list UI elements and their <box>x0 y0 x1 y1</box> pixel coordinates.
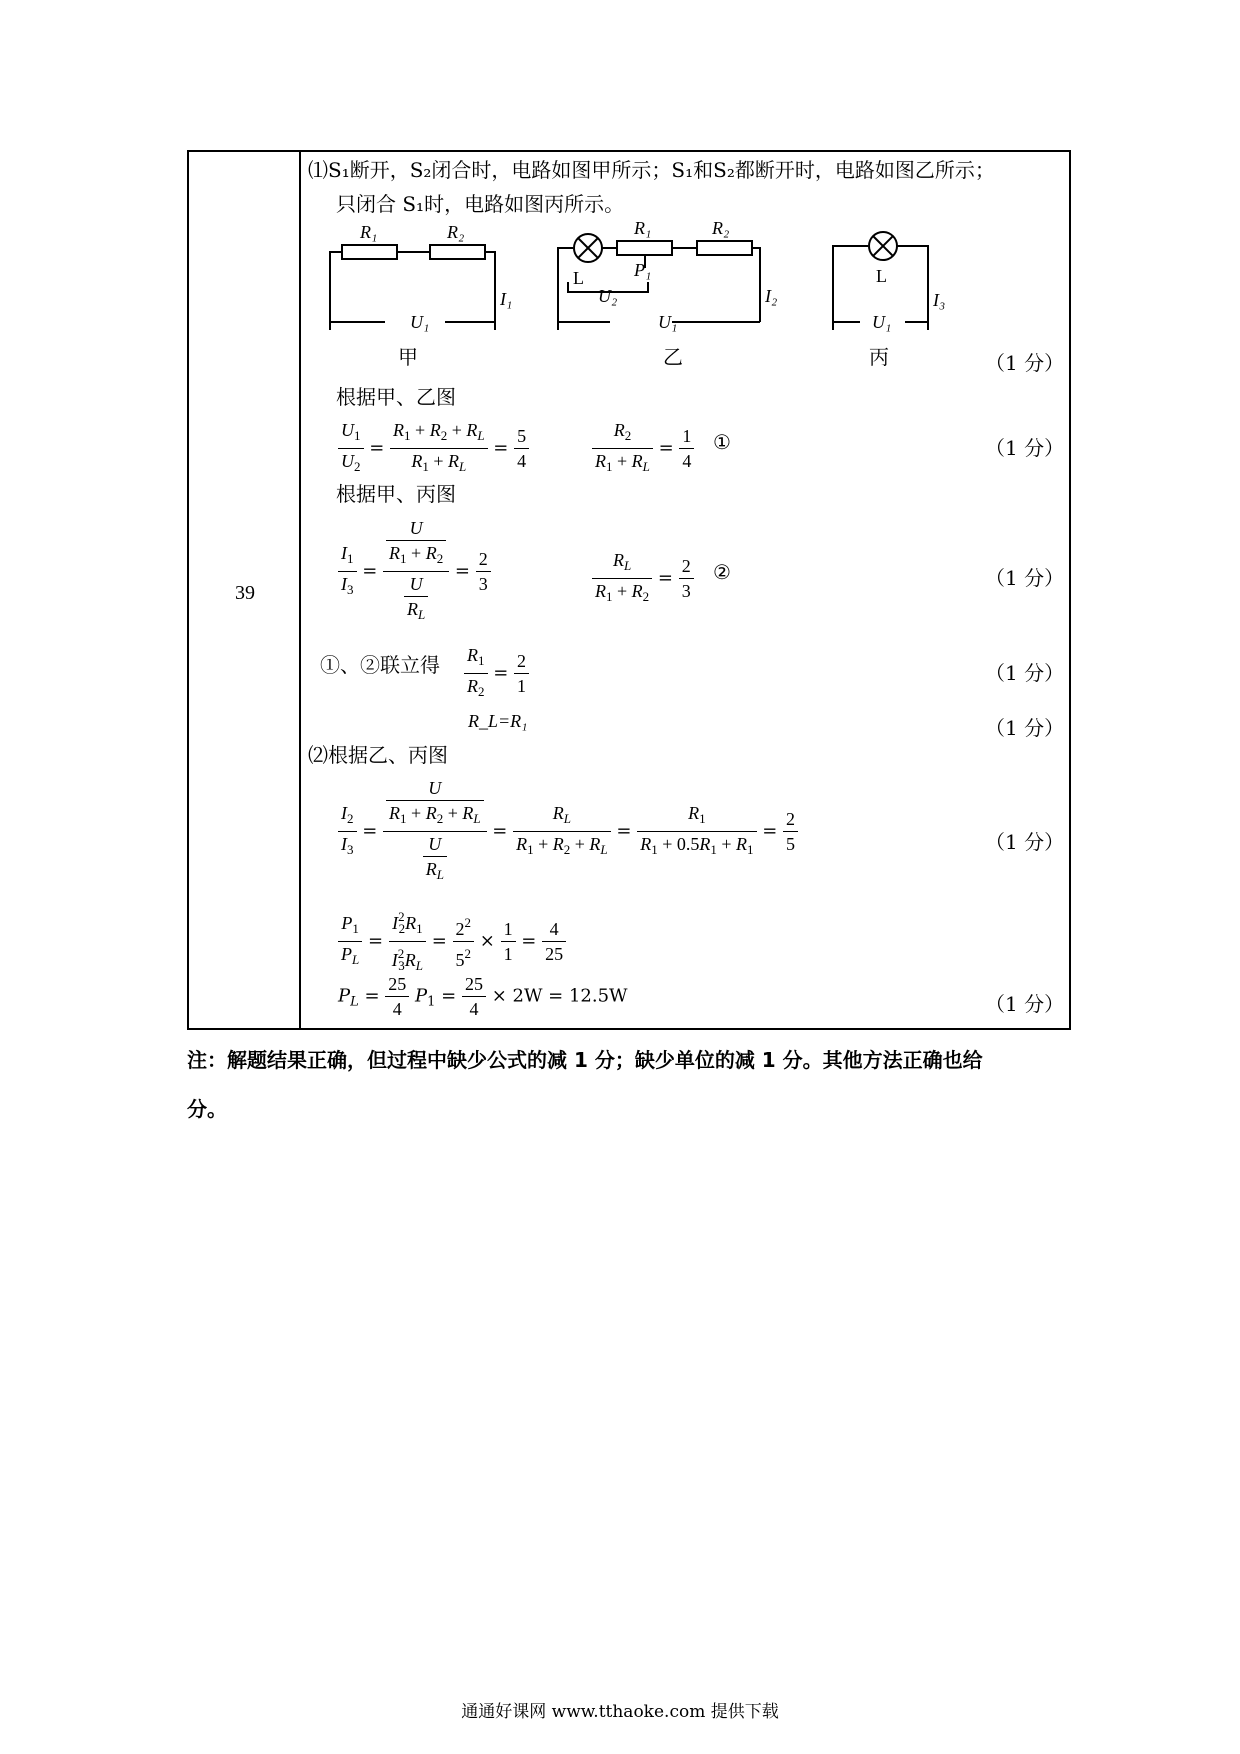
part2-basis: ⑵根据乙、丙图 <box>308 743 448 767</box>
note-line1: 注：解题结果正确，但过程中缺少公式的减 1 分；缺少单位的减 1 分。其他方法正确也给 <box>187 1048 983 1072</box>
pl-result: 2W = 12.5W <box>512 985 628 1007</box>
caption-jia: 甲 <box>398 345 418 369</box>
score-1: （1 分） <box>985 351 1065 375</box>
yi-lamp: L <box>573 268 584 288</box>
score-5: （1 分） <box>985 716 1065 740</box>
score-4: （1 分） <box>985 661 1065 685</box>
question-number: 39 <box>235 582 255 604</box>
basis-jia-bing: 根据甲、丙图 <box>336 482 456 506</box>
yi-i: I₂ <box>765 286 778 306</box>
yi-p1: P₁ <box>634 260 652 280</box>
equation-5: $\frac{P_1}{P_L}$ = $\frac{I^2_2R_1}{I^2_3R_L}$ = $\frac{2^2}{5^2}$ × $\frac{1}{1}$ = $\frac{4}{25}$ <box>338 905 566 978</box>
score-2: （1 分） <box>985 436 1065 460</box>
equation-1: $\frac{U_1}{U_2}$ = $\frac{R_1 + R_2 + R_L}{R_1 + R_L}$ = $\frac{5}{4}$ <box>338 418 529 479</box>
equation-2: $\frac{I_1}{I_3}$ = $\frac{\frac{U}{R_1 + R_2}}{\frac{U}{R_L}}$ = $\frac{2}{3}$ <box>338 516 491 627</box>
equation-4: $\frac{I_2}{I_3}$ = $\frac{\frac{U}{R_1 + R_2 + R_L}}{\frac{U}{R_L}}$ = $\frac{R_L}{R_1 + R_2 + R_L}$ = $\frac{R_1}{R_1 + 0.5R_1 + R_1}$ = $\frac{2}{5}$ <box>338 776 798 887</box>
jia-r1: R₁ <box>360 222 378 242</box>
combine-label: ①、②联立得 <box>320 653 440 677</box>
circle-2: ② <box>713 560 731 584</box>
part1-line1: ⑴S₁断开，S₂闭合时，电路如图甲所示；S₁和S₂都断开时，电路如图乙所示； <box>308 158 995 182</box>
equation-3: $\frac{R_1}{R_2}$ = $\frac{2}{1}$ <box>464 643 529 704</box>
bing-i: I₃ <box>933 290 946 310</box>
score-6: （1 分） <box>985 830 1065 854</box>
caption-yi: 乙 <box>663 345 683 369</box>
equation-6: $P_L$ = $\frac{25}{4}$ $P_1$ = $\frac{25}{4}$ × 2W = 12.5W <box>338 974 628 1019</box>
caption-bing: 丙 <box>869 345 889 369</box>
circuit-diagrams <box>0 0 1240 380</box>
note-line2: 分。 <box>187 1097 227 1121</box>
basis-jia-yi: 根据甲、乙图 <box>336 385 456 409</box>
score-7: （1 分） <box>985 992 1065 1016</box>
jia-r2: R₂ <box>447 222 465 242</box>
jia-i: I₁ <box>500 289 513 309</box>
score-3: （1 分） <box>985 566 1065 590</box>
yi-u2: U₂ <box>598 286 618 306</box>
equation-rl: R_L=R₁ <box>468 711 528 731</box>
bing-lamp: L <box>876 266 887 286</box>
bing-u: U₁ <box>872 312 892 332</box>
equation-2b: $\frac{R_L}{R_1 + R_2}$ = $\frac{2}{3}$ <box>592 548 694 609</box>
part1-line2: 只闭合 S₁时，电路如图丙所示。 <box>336 192 625 216</box>
circle-1: ① <box>713 430 731 454</box>
yi-r1: R₁ <box>634 218 652 238</box>
yi-r2: R₂ <box>712 218 730 238</box>
footer: 通通好课网 www.tthaoke.com 提供下载 <box>461 1702 779 1722</box>
yi-u1: U₁ <box>658 312 678 332</box>
equation-1b: $\frac{R_2}{R_1 + R_L}$ = $\frac{1}{4}$ <box>592 418 694 479</box>
jia-u: U₁ <box>410 312 430 332</box>
